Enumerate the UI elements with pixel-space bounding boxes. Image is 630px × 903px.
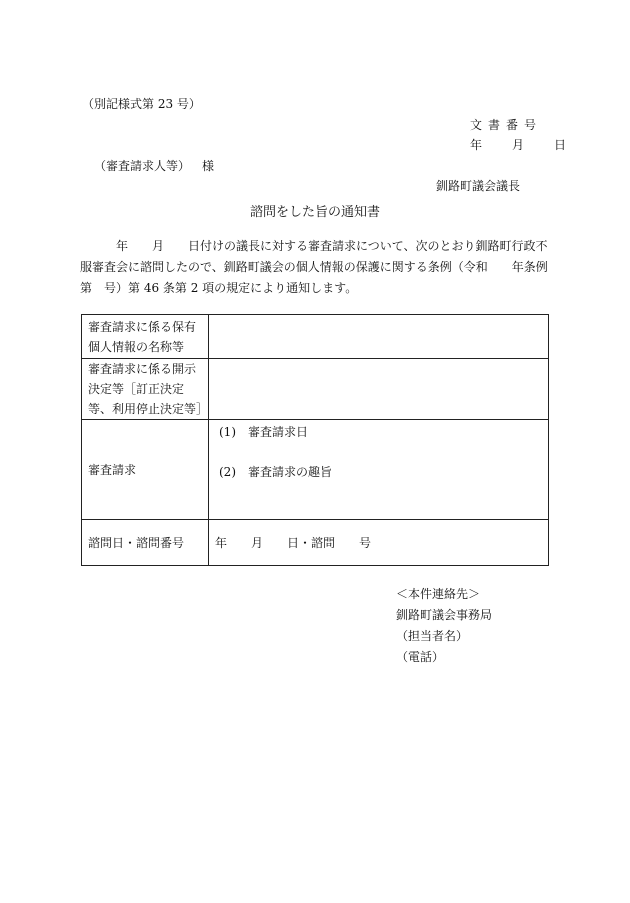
review-request-purpose: (2) 審査請求の趣旨 [219, 465, 332, 479]
table-row-review-request [82, 420, 549, 520]
date-line [470, 137, 566, 153]
inquiry-label: 諮問日・諮問番号 [82, 520, 209, 566]
table-row-inquiry [82, 520, 549, 566]
document-number-label: 文書番号 [470, 118, 543, 132]
sender: 釧路町議会議長 [436, 179, 521, 193]
inquiry-date-number: 年 月 日・諮問 号 [209, 520, 549, 566]
date-day: 日 [554, 138, 567, 152]
review-request-label: 審査請求 [82, 420, 209, 520]
personal-info-value [209, 315, 549, 359]
contact-heading: ＜本件連絡先＞ [396, 587, 481, 601]
date-month: 月 [512, 138, 525, 152]
contact-phone: （電話） [396, 650, 445, 664]
info-table [81, 314, 549, 566]
disclosure-decision-label: 審査請求に係る開示決定等［訂正決定等、利用停止決定等］ [82, 359, 209, 420]
body-text: 年 月 日付けの議長に対する審査請求について、次のとおり釧路町行政不服審査会に諮問したので、釧路町議会の個人情報の保護に関する条例（令和 年条例第 号）第 46 条第 2 項の規定により通知します。 [80, 239, 548, 295]
contact-block [396, 584, 492, 668]
document-title: 諮問をした旨の通知書 [249, 205, 380, 220]
personal-info-label: 審査請求に係る保有個人情報の名称等 [82, 315, 209, 359]
review-request-date: (1) 審査請求日 [219, 425, 308, 439]
addressee-line [94, 158, 214, 174]
disclosure-decision-value [209, 359, 549, 420]
date-year: 年 [470, 138, 483, 152]
form-number: （別記様式第 23 号） [82, 97, 201, 111]
table-row-disclosure-decision [82, 359, 549, 420]
table-row-personal-info [82, 315, 549, 359]
addressee: （審査請求人等） [94, 159, 191, 173]
review-request-cell [209, 420, 549, 520]
addressee-honorific: 様 [202, 159, 215, 173]
contact-office: 釧路町議会事務局 [396, 608, 493, 622]
contact-person: （担当者名） [396, 629, 469, 643]
